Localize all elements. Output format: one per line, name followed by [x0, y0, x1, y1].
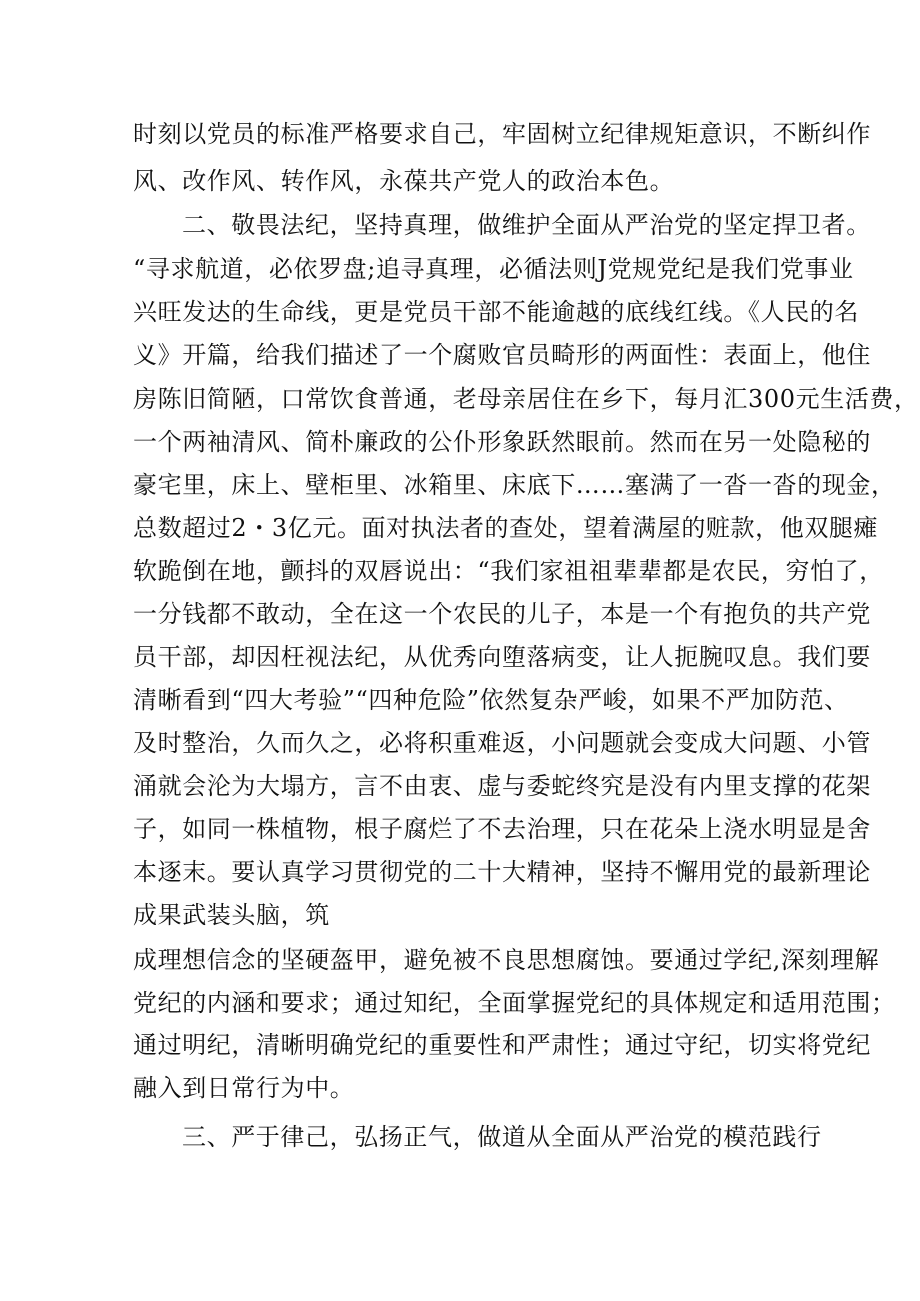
text-line: [0, 115, 920, 153]
text-line: [0, 853, 920, 891]
text-line-content: 一个两袖清风、简朴廉政的公仆形象跃然眼前。然而在另一处隐秘的: [133, 428, 871, 456]
text-line-content: 党纪的内涵和要求；通过知纪，全面掌握党纪的具体规定和适用范围；: [133, 989, 896, 1017]
text-line-content: 兴旺发达的生命线，更是党员干部不能逾越的底线红线。《人民的名: [133, 298, 859, 326]
text-line: [0, 724, 920, 762]
text-line: [0, 810, 920, 848]
text-line-content: 本逐末。要认真学习贯彻党的二十大精神，坚持不懈用党的最新理论: [133, 858, 871, 886]
text-line-content: 融入到日常行为中。: [133, 1074, 355, 1102]
text-line-content: 清晰看到“四大考验”“四种危险”依然复杂严峻，如果不严加防范、: [133, 686, 849, 714]
section-heading: [0, 206, 920, 244]
text-line: [0, 423, 920, 461]
text-line: [0, 896, 920, 934]
text-line-content: 及时整治，久而久之，必将积重难返，小问题就会变成大问题、小管: [133, 729, 871, 757]
text-line-content: 时刻以党员的标准严格要求自己，牢固树立纪律规矩意识，不断纠作: [133, 120, 871, 148]
text-line-content: 员干部，却因枉视法纪，从优秀向堕落病变，让人扼腕叹息。我们要: [133, 643, 871, 671]
text-line-content: 一分钱都不敢动，全在这一个农民的儿子，本是一个有抱负的共产党: [133, 600, 871, 628]
text-line: [0, 638, 920, 676]
section-heading-text: 三、严于律己，弘扬正气，做道从全面从严治党的模范践行: [182, 1123, 822, 1151]
text-line-content: 软跪倒在地，颤抖的双唇说出：“我们家祖祖辈辈都是农民，穷怕了，: [133, 557, 884, 585]
text-line: [0, 509, 920, 547]
text-line-content: 总数超过2・3亿元。面对执法者的查处，望着满屋的赃款，他双腿瘫: [133, 514, 879, 542]
text-line: [0, 162, 920, 200]
text-line: [0, 250, 920, 288]
text-line: [0, 984, 920, 1022]
text-line-content: 豪宅里，床上、壁柜里、冰箱里、床底下……塞满了一沓一沓的现金，: [133, 471, 896, 499]
text-line: [0, 767, 920, 805]
text-line: [0, 552, 920, 590]
text-line-content: 房陈旧简陋，口常饮食普通，老母亲居住在乡下，每月汇300元生活费，: [133, 385, 919, 413]
text-line-content: 成理想信念的坚硬盔甲，避免被不良思想腐蚀。要通过学纪,深刻理解: [133, 946, 880, 974]
section-heading: [0, 1118, 920, 1156]
text-line: [0, 941, 920, 979]
text-line: [0, 595, 920, 633]
text-line-content: “寻求航道，必依罗盘;追寻真理，必循法则J党规党纪是我们党事业: [133, 255, 854, 283]
section-heading-text: 二、敬畏法纪，坚持真理，做维护全面从严治党的坚定捍卫者。: [182, 211, 871, 239]
text-line: [0, 466, 920, 504]
text-line: [0, 380, 920, 418]
text-line-content: 义》开篇，给我们描述了一个腐败官员畸形的两面性：表面上，他住: [133, 341, 871, 369]
text-line-content: 风、改作风、转作风，永葆共产党人的政治本色。: [133, 167, 675, 195]
text-line: [0, 293, 920, 331]
text-line-content: 涌就会沦为大塌方，言不由衷、虚与委蛇终究是没有内里支撑的花架: [133, 772, 871, 800]
text-line-content: 通过明纪，清晰明确党纪的重要性和严肃性；通过守纪，切实将党纪: [133, 1031, 871, 1059]
text-line: [0, 1069, 920, 1107]
text-line: [0, 336, 920, 374]
text-line-content: 子，如同一株植物，根子腐烂了不去治理，只在花朵上浇水明显是舍: [133, 815, 871, 843]
text-line-content: 成果武装头脑，筑: [133, 901, 330, 929]
text-line: [0, 681, 920, 719]
text-line: [0, 1026, 920, 1064]
